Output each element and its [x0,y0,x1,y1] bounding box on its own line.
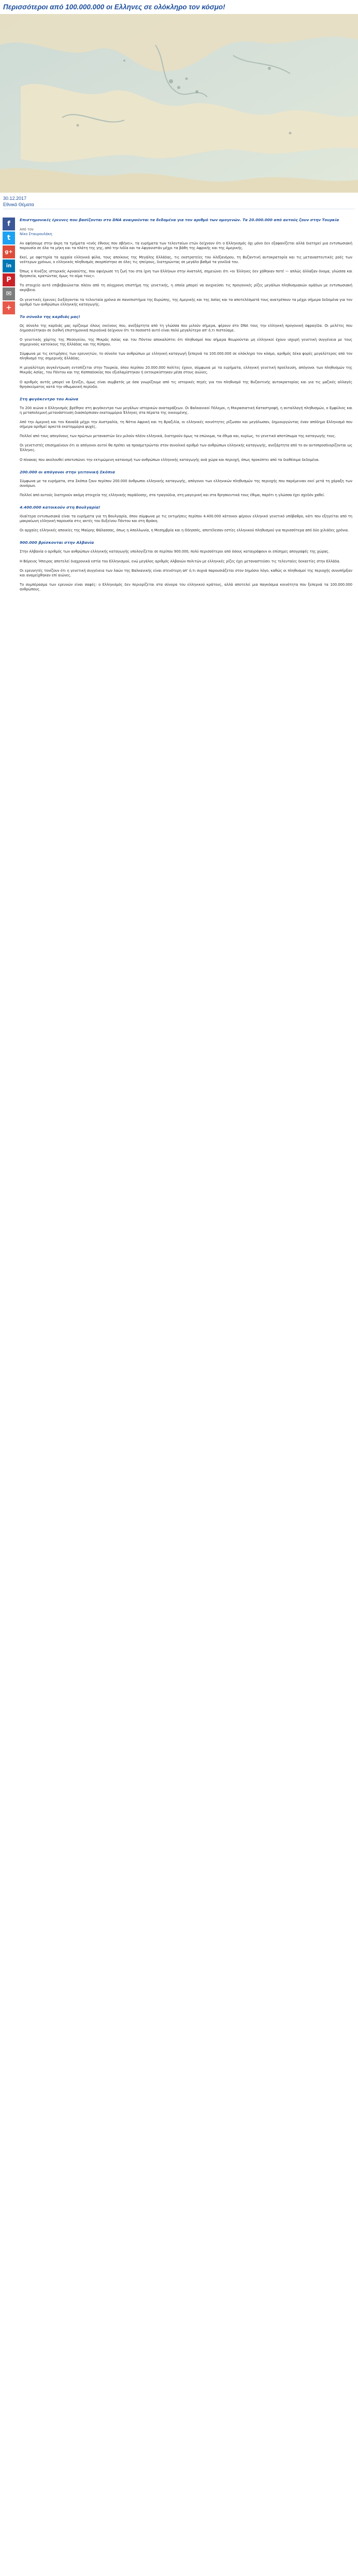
article-paragraph: Ο πίνακας που ακολουθεί αποτυπώνει την εκτιμώμενη κατανομή των ανθρώπων ελληνικής καταγωγής ανά χώρα και περιοχή, όπως προκύπτει από τα διαθέσιμα δεδομένα. [20,457,320,462]
byline-prefix: Από τον [20,227,34,231]
facebook-share-icon[interactable]: f [3,218,15,230]
article-paragraph: Σύμφωνα με τις εκτιμήσεις των ερευνητών, το σύνολο των ανθρώπων με ελληνική καταγωγή ξεπερνά τα 100.000.000 σε ολόκληρο τον κόσμο, αριθμός δέκα φορές μεγαλύτερος από τον πληθυσμό της σημερινής Ελλάδας. [20,352,352,361]
article-paragraph: Το συμπέρασμα των ερευνών είναι σαφές: ο Ελληνισμός δεν περιορίζεται στα σύνορα του ελληνικού κράτους, αλλά αποτελεί μια παγκόσμια κοινότητα που ξεπερνά τα 100.000.000 ανθρώπους. [20,582,352,591]
save-share-icon[interactable]: + [3,301,15,314]
article-paragraph: Οι ερευνητές τονίζουν ότι η γενετική συγγένεια των λαών της Βαλκανικής είναι στενότερη απ' ό,τι συχνά παρουσιάζεται στον δημόσιο λόγο, καθώς οι πληθυσμοί της περιοχής συνυπήρξαν και αναμείχθηκαν επί αιώνες. [20,568,352,577]
article-paragraph: Από την Αμερική και τον Καναδά μέχρι την Αυστραλία, τη Νότια Αφρική και τη Βραζιλία, οι ελληνικές κοινότητες ρίζωσαν και μεγάλωσαν, δημιουργώντας έναν απόδημο Ελληνισμό που σήμερα αριθμεί αρκετά εκατομμύρια ψυχές. [20,420,352,429]
article-paragraph: Πολλοί από τους απογόνους των πρώτων μεταναστών δεν μιλούν πλέον ελληνικά, διατηρούν όμως τα επώνυμα, τα έθιμα και, κυρίως, το γενετικό αποτύπωμα της καταγωγής τους. [20,434,336,439]
pinterest-share-icon[interactable]: P [3,273,15,286]
byline-author-link[interactable]: Νίκο Σταυρουλάκη [20,231,52,236]
article-paragraph: Το 20ό αιώνα ο Ελληνισμός βρέθηκε στη φυγόκεντρο των μεγάλων ιστορικών αναταράξεων. Οι Βαλκανικοί Πόλεμοι, η Μικρασιατική Καταστροφή, η ανταλλαγή πληθυσμών, ο Εμφύλιος και η μεταπολεμική μετανάστευση διασκόρπισαν εκατομμύρια Έλληνες στα πέρατα της οικουμένης. [20,406,352,415]
article-paragraph: Αν αφήσουμε στην άκρη τα τμήματα «ενός έθνους που σβήνει», τα ευρήματα των τελευταίων ετών δείχνουν ότι ο Ελληνισμός όχι μόνο δεν εξαφανίζεται αλλά διατηρεί μια εντυπωσιακή παρουσία σε όλα τα μήκη και τα πλάτη της γης, από την Ινδία και τα Αφγανιστάν μέχρι τα βάθη της Αφρικής και της Αμερικής. [20,241,352,250]
article-paragraph: Οι αρχαίες ελληνικές αποικίες της Μαύρης Θάλασσας, όπως η Απολλωνία, η Μεσημβρία και η Οδησσός, αποτέλεσαν εστίες ελληνικού πληθυσμού για περισσότερα από δύο χιλιάδες χρόνια. [20,528,349,533]
article-paragraph: Όπως ο Κινέζος ιστορικός Αρναούτης, που αφιέρωσε τη ζωή του στα ίχνη των Ελλήνων στην Ανατολή, σημειώνει ότι «οι Έλληνες δεν χάθηκαν ποτέ — απλώς άλλαξαν όνομα, γλώσσα και θρησκεία, κρατώντας όμως το αίμα τους». [20,269,352,279]
article-paragraph: Εκεί, με αφετηρία τα αρχαία ελληνικά φύλα, τους αποίκους της Μεγάλης Ελλάδας, τις εκστρατείες του Αλέξανδρου, τη Βυζαντινή αυτοκρατορία και τις μεταναστευτικές ροές των νεότερων χρόνων, ο ελληνικός πληθυσμός σκορπίστηκε σε όλες τις ηπείρους, διατηρώντας σε μεγάλο βαθμό τα γονίδιά του. [20,255,352,265]
article-body [20,218,352,2569]
article-paragraph: Οι γενετιστές επισημαίνουν ότι οι απόγονοι αυτοί θα πρέπει να προσμετρώνται στον συνολικό αριθμό των ανθρώπων ελληνικής καταγωγής, ανεξάρτητα από το αν αυτοπροσδιορίζονται ως Έλληνες. [20,443,352,453]
section-heading: 4.400.000 κατοικούν στη Βουλγαρία! [20,504,101,510]
article-title: Περισσότεροι από 100.000.000 οι Ελληνες σε ολόκληρο τον κόσμο! [3,3,225,11]
article-paragraph: Οι γενετικές έρευνες διεξάγονται τα τελευταία χρόνια σε πανεπιστήμια της Ευρώπης, της Αμερικής και της Ασίας και τα αποτελέσματά τους ανατρέπουν τα μέχρι σήμερα δεδομένα για τον αριθμό των ανθρώπων ελληνικής καταγωγής. [20,297,352,307]
section-heading: Στη φυγόκεντρο του Αιώνα [20,396,79,401]
section-heading: Το σύνολο της καρδιάς μας! [20,314,80,319]
twitter-share-icon[interactable]: t [3,231,15,244]
world-map-collage-image [0,14,358,193]
linkedin-share-icon[interactable]: in [3,259,15,272]
article-paragraph: Ο γενετικός χάρτης της Μεσογείου, της Μικράς Ασίας και του Πόντου αποκαλύπτει ότι πληθυσμοί που σήμερα θεωρούνται μη ελληνικοί έχουν ισχυρή γενετική συγγένεια με τους σημερινούς κατοίκους της Ελλάδας και της Κύπρου. [20,338,352,347]
article-date: 30.12.2017 [3,196,27,201]
article-lead: Επιστημονικές έρευνες που βασίζονται στο DNA αναιρούνται τα δεδομένα για τον αριθμό των ομογενών. Τα 20.000.000 από αυτούς ζουν στην Τουρκία [20,218,339,222]
google-plus-share-icon[interactable]: g+ [3,245,15,258]
hero-image [0,14,358,193]
email-share-icon[interactable]: ✉ [3,287,15,300]
article-paragraph: Σύμφωνα με τα ευρήματα, στα Σκόπια ζουν περίπου 200.000 άνθρωποι ελληνικής καταγωγής, απόγονοι των ελληνικών πληθυσμών της περιοχής που παρέμειναν εκεί μετά τη χάραξη των συνόρων. [20,479,352,488]
byline [20,227,352,237]
article-paragraph: Ιδιαίτερα εντυπωσιακά είναι τα ευρήματα για τη Βουλγαρία, όπου σύμφωνα με τις εκτιμήσεις περίπου 4.400.000 κάτοικοι φέρουν ελληνικό γενετικό υπόβαθρο, κάτι που εξηγείται από τη μακραίωνη ελληνική παρουσία στις ακτές του Ευξείνου Πόντου και στη Θράκη. [20,514,352,524]
article-paragraph: Πολλοί από αυτούς διατηρούν ακόμη στοιχεία της ελληνικής παράδοσης, στα τραγούδια, στη μαγειρική και στα θρησκευτικά τους έθιμα, παρότι η γλώσσα έχει σχεδόν χαθεί. [20,493,325,497]
article-paragraph: Το στοιχείο αυτό επιβεβαιώνεται πλέον από τη σύγχρονη επιστήμη της γενετικής, η οποία μπορεί να ανιχνεύσει τις προγονικές ρίζες μεγάλων πληθυσμιακών ομάδων με εντυπωσιακή ακρίβεια. [20,283,352,293]
article-paragraph: Στην Αλβανία ο αριθμός των ανθρώπων ελληνικής καταγωγής υπολογίζεται σε περίπου 900.000, πολύ περισσότεροι από όσους καταγράφουν οι επίσημες απογραφές της χώρας. [20,549,330,554]
article-paragraph: Η μεγαλύτερη συγκέντρωση εντοπίζεται στην Τουρκία, όπου περίπου 20.000.000 πολίτες έχουν, σύμφωνα με τα ευρήματα, ελληνική γενετική προέλευση, απόγονοι των πληθυσμών της Μικράς Ασίας, του Πόντου και της Καππαδοκίας που εξισλαμίστηκαν ή εκτουρκίστηκαν μέσα στους αιώνες. [20,366,352,375]
section-heading: 200.000 οι απόγονοι στην γειτονική Σκόπια [20,469,115,474]
article-category-link[interactable]: Εθνικά Θέματα [3,202,34,207]
article-paragraph: Ο αριθμός αυτός μπορεί να ξενίζει, όμως είναι συμβατός με όσα γνωρίζουμε από τις ιστορικές πηγές για τον πληθυσμό της Βυζαντινής αυτοκρατορίας και για τις μαζικές αλλαγές θρησκεύματος κατά την οθωμανική περίοδο. [20,380,352,389]
share-bar [3,218,16,315]
article-paragraph: Η Βόρειος Ήπειρος αποτελεί διαχρονικά εστία του Ελληνισμού, ενώ μεγάλος αριθμός Αλβανών πολιτών με ελληνικές ρίζες έχει μεταναστεύσει τις τελευταίες δεκαετίες στην Ελλάδα. [20,559,340,563]
article-flow [20,241,352,592]
article-paragraph: Ως σύνολο της καρδιάς μας ορίζουμε όλους εκείνους που, ανεξάρτητα από τη γλώσσα που μιλούν σήμερα, φέρουν στο DNA τους την ελληνική προγονική σφραγίδα. Οι μελέτες που δημοσιεύτηκαν σε διεθνή επιστημονικά περιοδικά δείχνουν ότι το ποσοστό αυτό είναι πολύ μεγαλύτερο απ' ό,τι πιστεύαμε. [20,323,352,332]
section-heading: 900.000 βρίσκονται στην Αλβανία [20,540,94,545]
